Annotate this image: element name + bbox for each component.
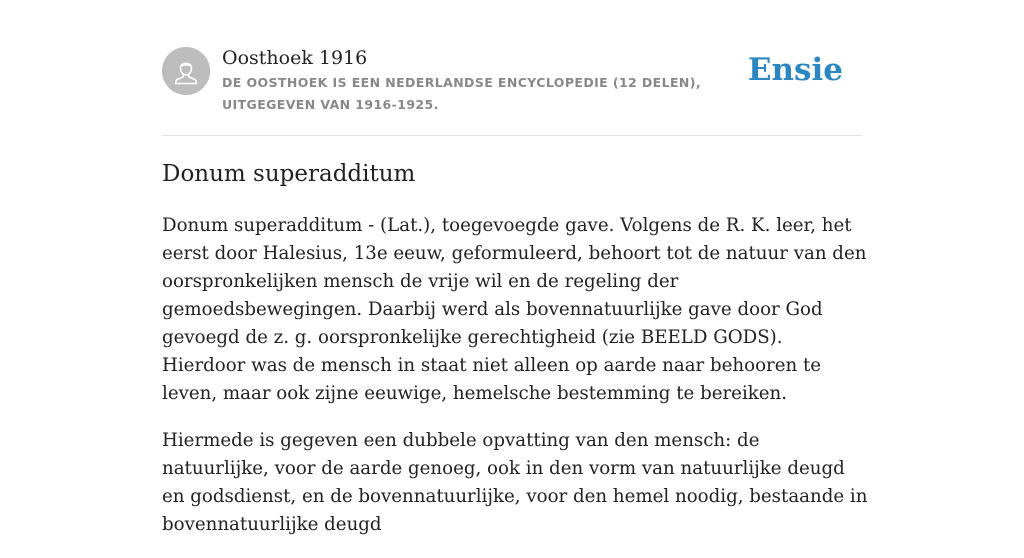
user-icon[interactable]: [162, 47, 210, 95]
article-body: [162, 212, 868, 558]
source-header: [162, 46, 862, 116]
page-title: Donum superadditum: [162, 161, 416, 187]
article-paragraph: Hiermede is gegeven een dubbele opvatting van den mensch: de natuurlijke, voor de aarde genoeg, ook in den vorm van natuurlijke deugd en godsdienst, en de bovennatuurlijke, voor den hemel noodig, bestaande in bovennatuurlijke deugd: [162, 430, 868, 535]
divider: [162, 135, 862, 136]
source-description: DE OOSTHOEK IS EEN NEDERLANDSE ENCYCLOPEDIE (12 DELEN), UITGEGEVEN VAN 1916-1925.: [222, 75, 702, 112]
brand-logo[interactable]: Ensie: [747, 52, 843, 88]
source-name[interactable]: Oosthoek 1916: [222, 47, 368, 69]
article-paragraph: Donum superadditum - (Lat.), toegevoegde gave. Volgens de R. K. leer, het eerst door Halesius, 13e eeuw, geformuleerd, behoort tot de natuur van den oorspronkelijken mensch de vrije wil en de regeling der gemoedsbewegingen. Daarbij werd als bovennatuurlijke gave door God gevoegd de z. g. oorspronkelijke gerechtigheid (zie BEELD GODS). Hierdoor was de mensch in staat niet alleen op aarde naar behooren te leven, maar ook zijne eeuwige, hemelsche bestemming te bereiken.: [162, 215, 867, 404]
